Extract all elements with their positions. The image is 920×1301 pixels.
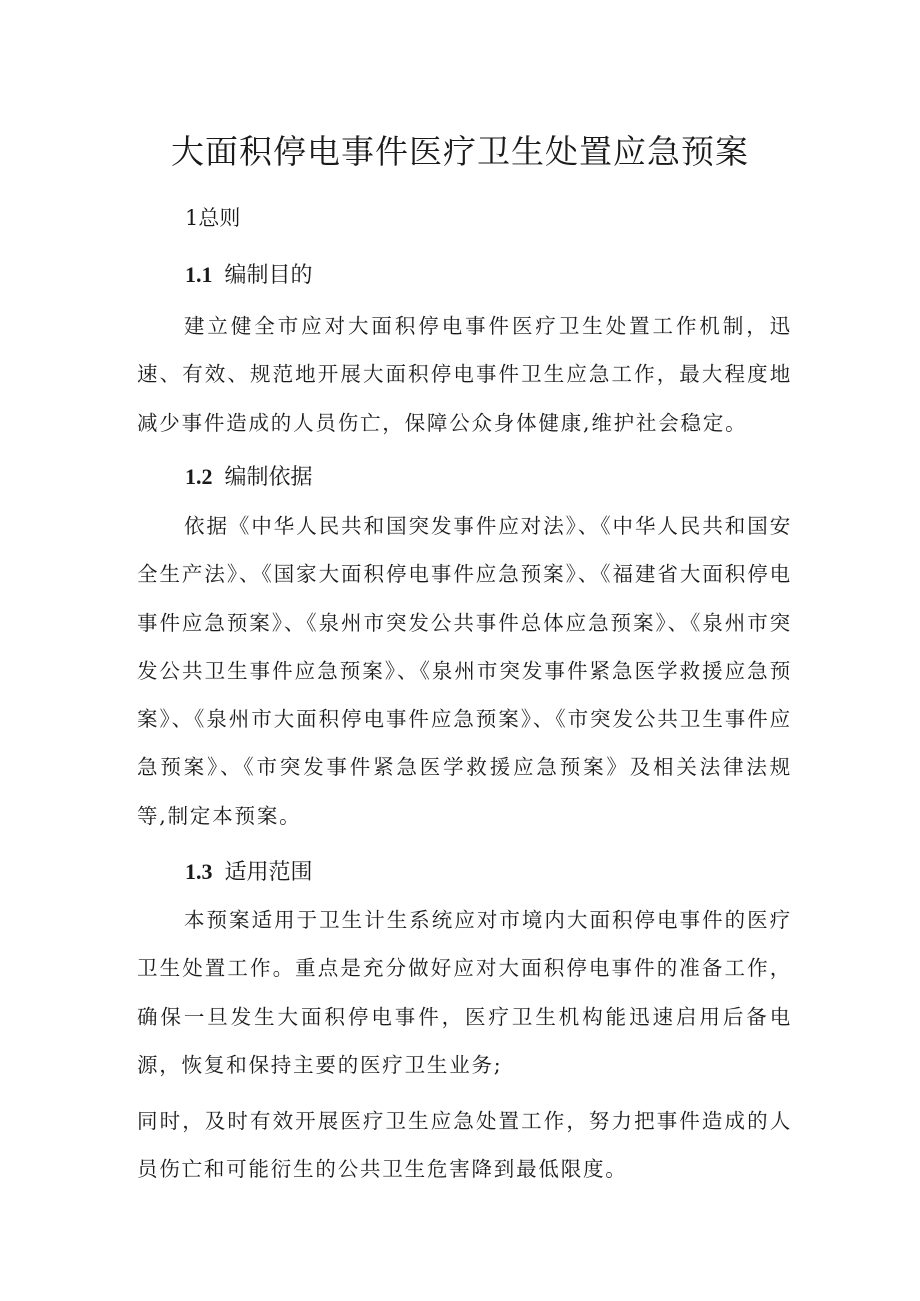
subsection-title: 编制依据 <box>224 465 313 490</box>
subsection-number: 1.1 <box>185 262 213 287</box>
subsection-heading-1-1 <box>185 259 313 292</box>
paragraph-scope-continued: 同时，及时有效开展医疗卫生应急处置工作，努力把事件造成的人员伤亡和可能衍生的公共卫生危害降到最低限度。 <box>137 1109 792 1182</box>
subsection-number: 1.2 <box>185 464 213 489</box>
section-heading-general: 1总则 <box>185 206 241 230</box>
subsection-heading-1-2 <box>185 461 313 494</box>
paragraph-purpose: 建立健全市应对大面积停电事件医疗卫生处置工作机制，迅速、有效、规范地开展大面积停电事件卫生应急工作，最大程度地减少事件造成的人员伤亡，保障公众身体健康,维护社会稳定。 <box>137 314 792 435</box>
paragraph-basis: 依据《中华人民共和国突发事件应对法》、《中华人民共和国安全生产法》、《国家大面积停电事件应急预案》、《福建省大面积停电事件应急预案》、《泉州市突发公共事件总体应急预案》、《泉州市突发公共卫生事件应急预案》、《泉州市突发事件紧急医学救援应急预案》、《泉州市大面积停电事件应急预案》、《市突发公共卫生事件应急预案》、《市突发事件紧急医学救援应急预案》及相关法律法规等,制定本预案。 <box>137 514 792 828</box>
subsection-number: 1.3 <box>185 859 213 884</box>
subsection-heading-1-3 <box>185 856 313 889</box>
document-title: 大面积停电事件医疗卫生处置应急预案 <box>171 132 749 171</box>
subsection-title: 编制目的 <box>224 263 313 288</box>
subsection-title: 适用范围 <box>224 860 313 885</box>
paragraph-scope: 本预案适用于卫生计生系统应对市境内大面积停电事件的医疗卫生处置工作。重点是充分做好应对大面积停电事件的准备工作，确保一旦发生大面积停电事件，医疗卫生机构能迅速启用后备电源，恢复和保持主要的医疗卫生业务; <box>137 908 792 1077</box>
